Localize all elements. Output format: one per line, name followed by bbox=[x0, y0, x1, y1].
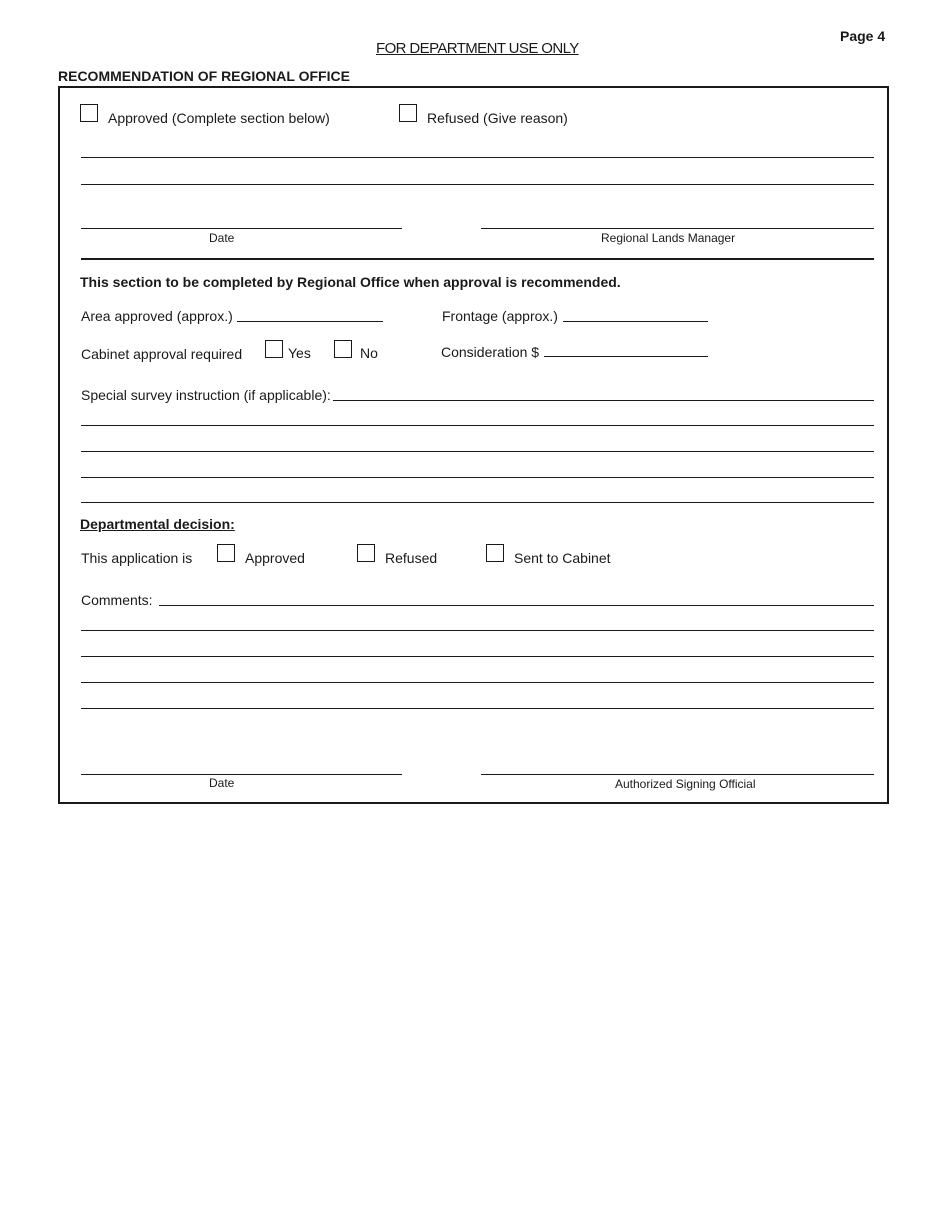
regional-date-line[interactable] bbox=[81, 228, 402, 229]
approved-checkbox[interactable] bbox=[80, 104, 98, 122]
decision-date-label: Date bbox=[209, 776, 235, 790]
authorized-signature-line[interactable] bbox=[481, 774, 874, 775]
comments-line-4[interactable] bbox=[81, 682, 874, 683]
survey-instruction-line-5[interactable] bbox=[81, 502, 874, 503]
refusal-reason-line-1[interactable] bbox=[81, 157, 874, 158]
area-approved-field[interactable] bbox=[237, 321, 383, 322]
cabinet-approval-label: Cabinet approval required bbox=[81, 346, 243, 362]
cabinet-no-label: No bbox=[360, 345, 378, 361]
regional-manager-signature-line[interactable] bbox=[481, 228, 874, 229]
approved-checkbox-label: Approved (Complete section below) bbox=[108, 110, 330, 126]
consideration-field[interactable] bbox=[544, 356, 708, 357]
cabinet-yes-label: Yes bbox=[288, 345, 311, 361]
department-use-title: FOR DEPARTMENT USE ONLY bbox=[376, 40, 579, 57]
comments-line-1[interactable] bbox=[159, 605, 874, 606]
approval-section-instruction: This section to be completed by Regional Office when approval is recommended. bbox=[80, 274, 621, 290]
section-divider bbox=[81, 258, 874, 260]
refused-checkbox-label: Refused (Give reason) bbox=[427, 110, 568, 126]
decision-date-line[interactable] bbox=[81, 774, 402, 775]
decision-cabinet-checkbox[interactable] bbox=[486, 544, 504, 562]
survey-instruction-line-1[interactable] bbox=[333, 400, 874, 401]
form-frame bbox=[58, 86, 889, 804]
survey-instruction-label: Special survey instruction (if applicable): bbox=[81, 387, 331, 403]
decision-approved-label: Approved bbox=[245, 550, 305, 566]
comments-line-3[interactable] bbox=[81, 656, 874, 657]
cabinet-yes-checkbox[interactable] bbox=[265, 340, 283, 358]
cabinet-no-checkbox[interactable] bbox=[334, 340, 352, 358]
frontage-field[interactable] bbox=[563, 321, 708, 322]
page-number: Page 4 bbox=[840, 28, 886, 44]
comments-line-2[interactable] bbox=[81, 630, 874, 631]
survey-instruction-line-4[interactable] bbox=[81, 477, 874, 478]
consideration-label: Consideration $ bbox=[441, 344, 540, 360]
refusal-reason-line-2[interactable] bbox=[81, 184, 874, 185]
regional-manager-label: Regional Lands Manager bbox=[601, 231, 736, 245]
frontage-label: Frontage (approx.) bbox=[442, 308, 558, 324]
survey-instruction-line-3[interactable] bbox=[81, 451, 874, 452]
decision-approved-checkbox[interactable] bbox=[217, 544, 235, 562]
refused-checkbox[interactable] bbox=[399, 104, 417, 122]
application-status-label: This application is bbox=[81, 550, 193, 566]
departmental-decision-title: Departmental decision: bbox=[80, 516, 235, 532]
comments-line-5[interactable] bbox=[81, 708, 874, 709]
regional-date-label: Date bbox=[209, 231, 235, 245]
decision-refused-label: Refused bbox=[385, 550, 438, 566]
decision-refused-checkbox[interactable] bbox=[357, 544, 375, 562]
area-approved-label: Area approved (approx.) bbox=[81, 308, 233, 324]
authorized-official-label: Authorized Signing Official bbox=[615, 777, 756, 791]
comments-label: Comments: bbox=[81, 592, 153, 608]
survey-instruction-line-2[interactable] bbox=[81, 425, 874, 426]
section-title: RECOMMENDATION OF REGIONAL OFFICE bbox=[58, 68, 350, 84]
decision-cabinet-label: Sent to Cabinet bbox=[514, 550, 611, 566]
